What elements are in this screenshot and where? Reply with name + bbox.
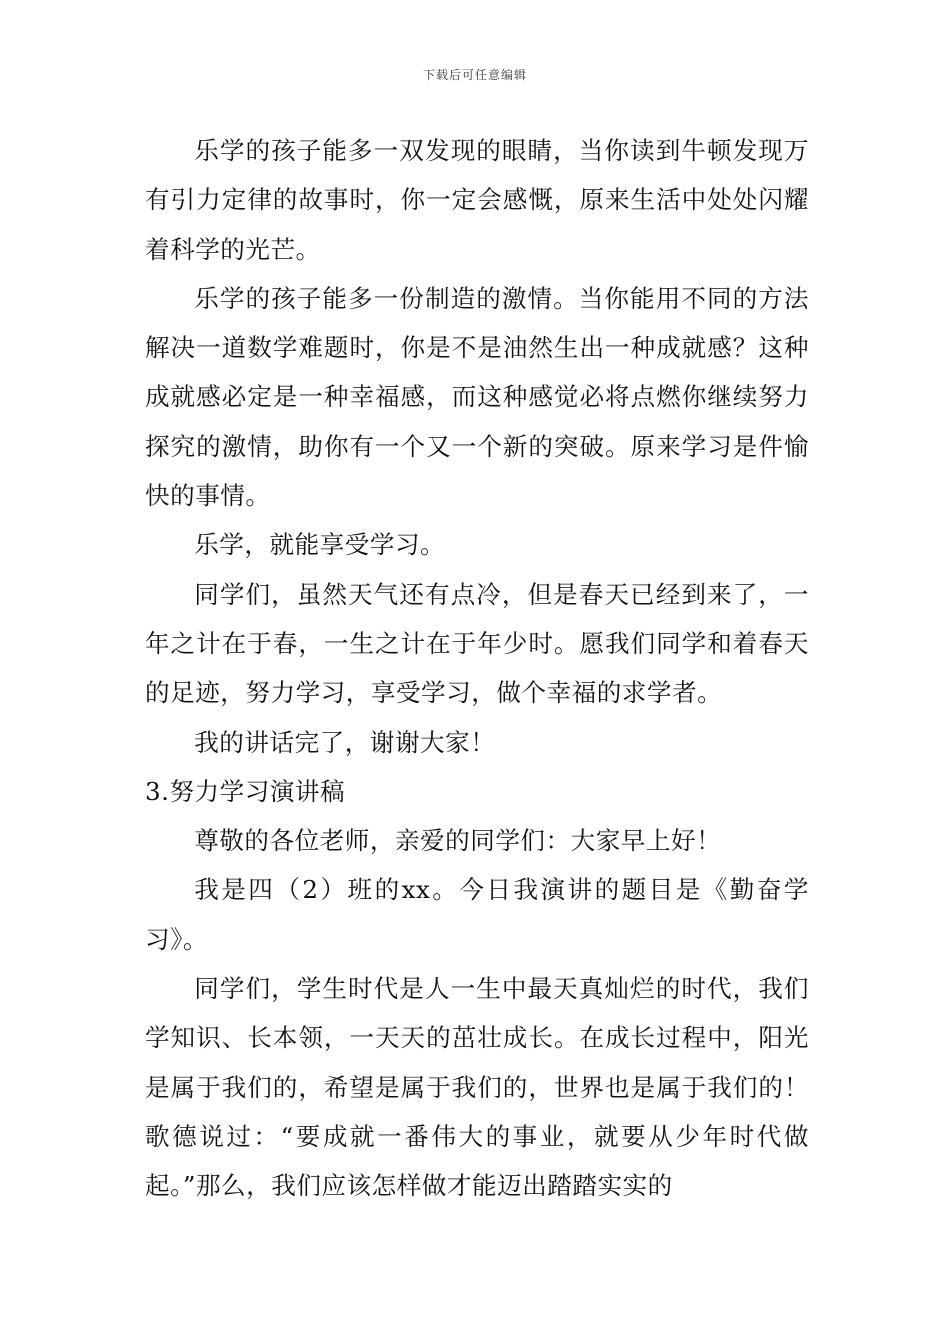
- paragraph: 乐学的孩子能多一双发现的眼睛，当你读到牛顿发现万有引力定律的故事时，你一定会感慨，原来生活中处处闪耀着科学的光芒。: [145, 136, 809, 264]
- document-body: [145, 126, 809, 1211]
- page-header: 下载后可任意编辑: [422, 68, 527, 82]
- paragraph: 同学们，学生时代是人一生中最天真灿烂的时代，我们学知识、长本领，一天天的茁壮成长。在成长过程中，阳光是属于我们的，希望是属于我们的，世界也是属于我们的！歌德说过：“要成就一番伟大的事业，就要从少年时代做起。”那么，我们应该怎样做才能迈出踏踏实实的: [145, 974, 809, 1201]
- paragraph: 我的讲话完了，谢谢大家！: [194, 727, 496, 757]
- paragraph: 乐学的孩子能多一份制造的激情。当你能用不同的方法解决一道数学难题时，你是不是油然生出一种成就感？这种成就感必定是一种幸福感，而这种感觉必将点燃你继续努力探究的激情，助你有一个又一个新的突破。原来学习是件愉快的事情。: [145, 283, 809, 511]
- paragraph: 同学们，虽然天气还有点冷，但是春天已经到来了，一年之计在于春，一生之计在于年少时。愿我们同学和着春天的足迹，努力学习，享受学习，做个幸福的求学者。: [145, 579, 809, 708]
- paragraph: 乐学，就能享受学习。: [194, 530, 446, 560]
- section-heading: 3.努力学习演讲稿: [145, 776, 346, 806]
- paragraph: 尊敬的各位老师，亲爱的同学们：大家早上好！: [194, 826, 722, 856]
- paragraph: 我是四（2）班的xx。今日我演讲的题目是《勤奋学习》。: [145, 875, 809, 954]
